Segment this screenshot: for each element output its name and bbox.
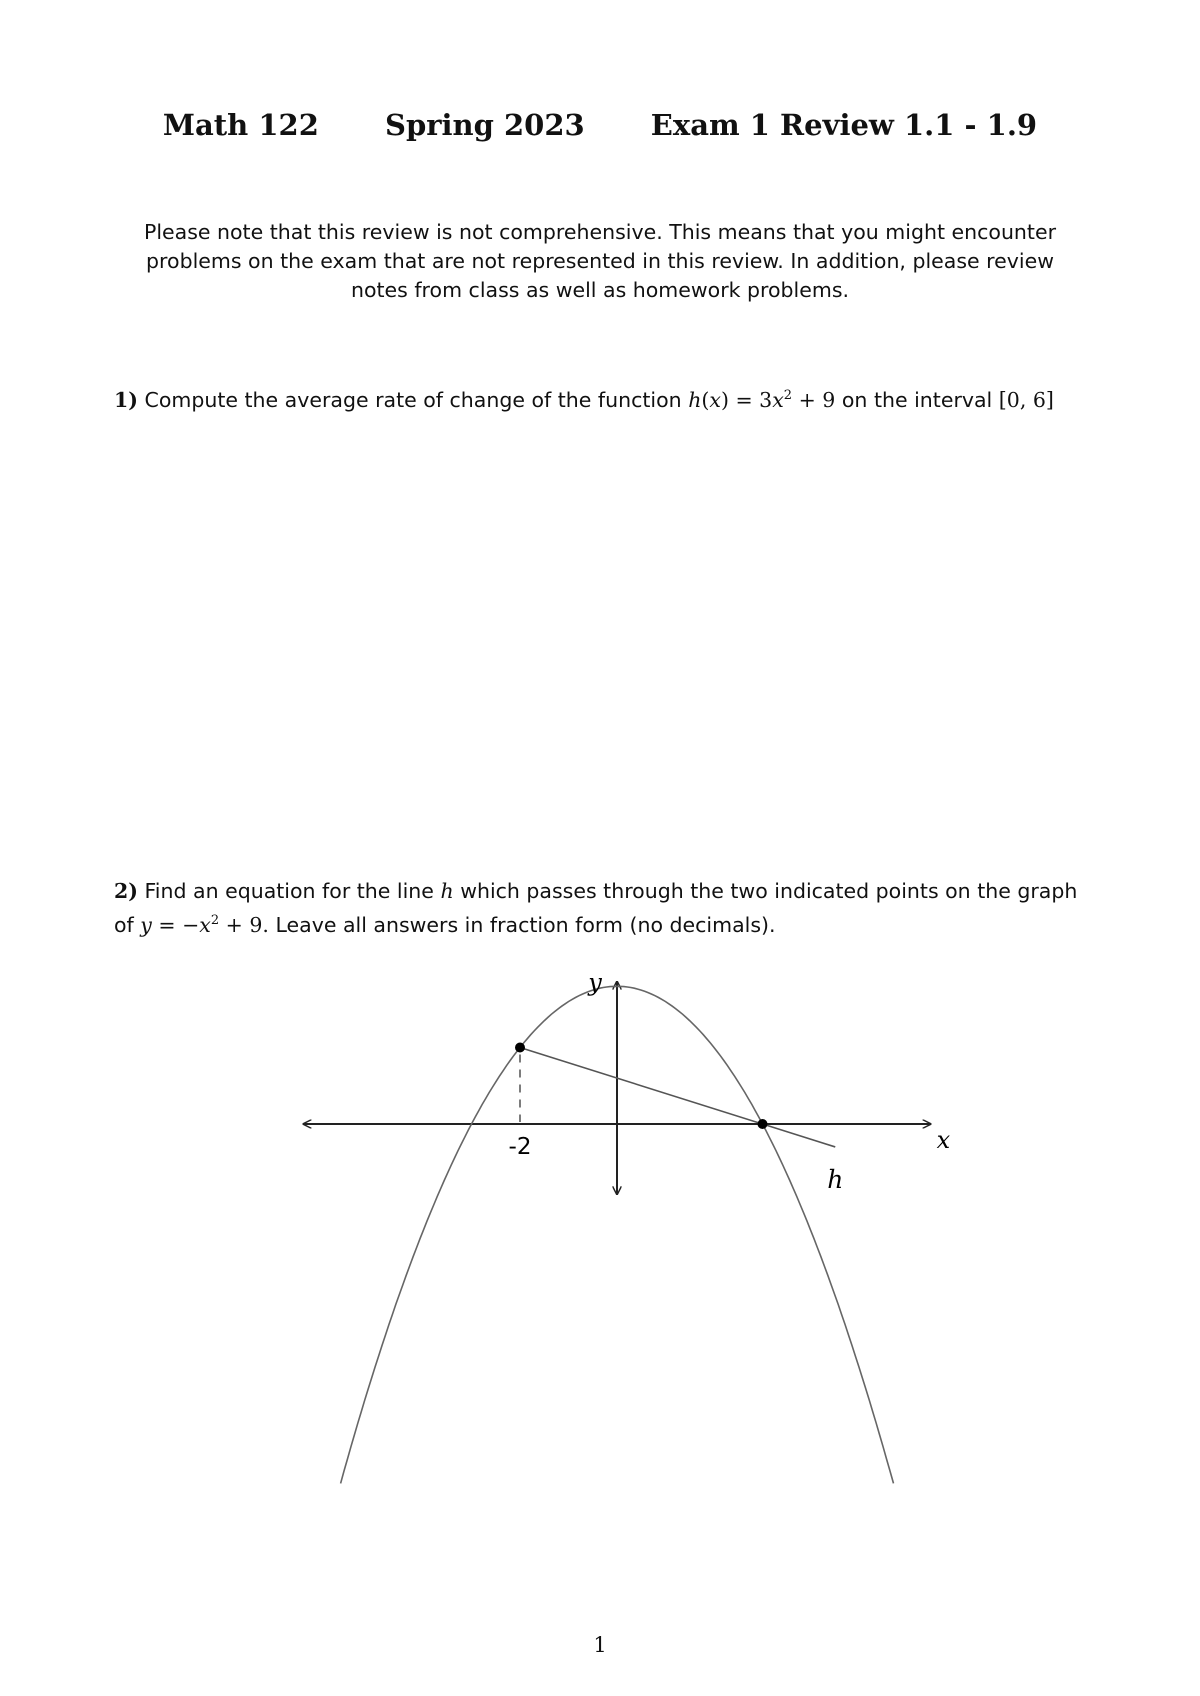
fn-name: h xyxy=(688,387,702,412)
x-var: x xyxy=(199,912,211,937)
question-text-after: Leave all answers in fraction form (no decimals). xyxy=(275,912,776,937)
question-number: 1) xyxy=(114,387,138,412)
course-name: Math 122 xyxy=(162,108,319,142)
point-b xyxy=(758,1119,768,1129)
point-a xyxy=(515,1043,525,1053)
exam-title: Exam 1 Review 1.1 - 1.9 xyxy=(650,108,1038,142)
question-text: Find an equation for the line xyxy=(144,879,434,903)
fn-var: x xyxy=(709,387,721,412)
exponent: 2 xyxy=(210,913,220,928)
of-word: of xyxy=(114,912,134,937)
y-axis-label: y xyxy=(588,968,602,997)
rhs-coeff: = 3 xyxy=(735,387,773,412)
intro-line: Please note that this review is not comprehensive. This means that you might encounter xyxy=(143,220,1057,244)
question-text-after: on the interval xyxy=(841,387,993,412)
eq-const: + 9. xyxy=(225,912,269,937)
x-axis-label: x xyxy=(936,1126,951,1154)
question-text: Compute the average rate of change of the function xyxy=(144,387,682,412)
rhs-const: + 9 xyxy=(798,387,836,412)
question-number: 2) xyxy=(114,879,138,903)
function-expression: $h(x) = 3x^2 + 9$ xyxy=(688,387,836,412)
line-name: h xyxy=(440,879,454,903)
rhs-exponent: 2 xyxy=(783,388,793,403)
line-h-label: h xyxy=(827,1164,844,1194)
x-tick-label: -2 xyxy=(508,1134,532,1160)
interval: [0, 6] xyxy=(998,387,1054,412)
question-text-middle: which passes through the two indicated points on the graph xyxy=(460,879,1078,903)
rhs-var: x xyxy=(772,387,784,412)
y-var: y xyxy=(140,912,152,937)
page-number: 1 xyxy=(593,1633,607,1657)
intro-line: notes from class as well as homework problems. xyxy=(350,278,850,302)
intro-line: problems on the exam that are not represented in this review. In addition, please review xyxy=(146,249,1054,273)
secant-line-h xyxy=(520,1048,835,1147)
eq-neg: = − xyxy=(158,912,200,937)
term: Spring 2023 xyxy=(385,108,585,142)
